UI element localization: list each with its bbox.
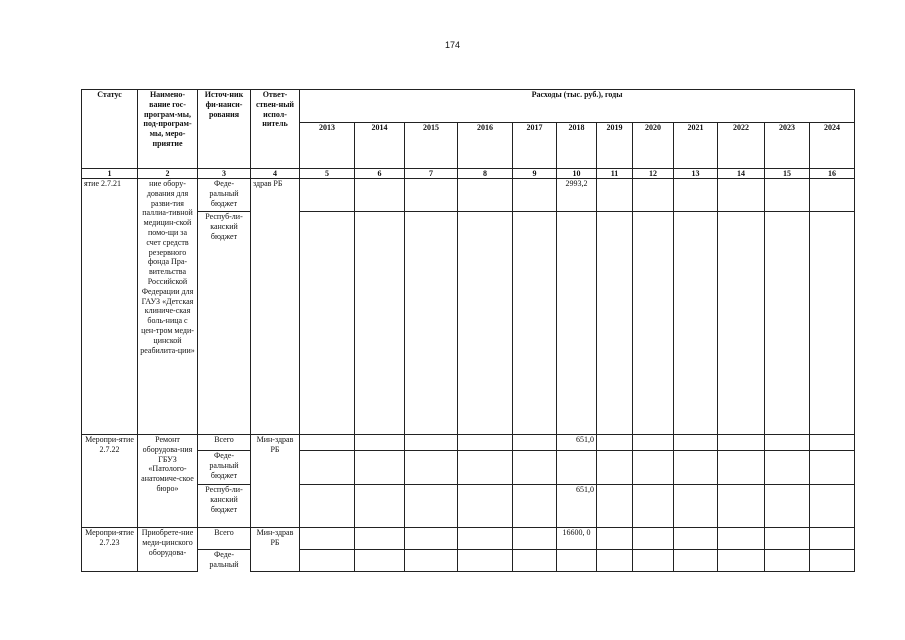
page-number: 174 — [444, 40, 461, 50]
header-name: Наимено-вание гос-програм-мы, под-програм-мы, меро-приятие — [138, 90, 198, 169]
row-source: Всего — [198, 528, 251, 550]
year-header: 2017 — [513, 123, 557, 169]
year-header: 2013 — [300, 123, 355, 169]
col-number: 5 — [300, 169, 355, 179]
value-cell — [557, 451, 597, 485]
year-header: 2014 — [355, 123, 405, 169]
col-number: 11 — [597, 169, 633, 179]
col-number: 7 — [405, 169, 458, 179]
year-header: 2021 — [674, 123, 718, 169]
header-status: Статус — [82, 90, 138, 169]
row-source: Феде-ральный бюджет — [198, 451, 251, 485]
col-number: 15 — [765, 169, 810, 179]
value-cell: 2993,2 — [557, 179, 597, 212]
expenses-table — [81, 89, 855, 572]
col-number: 14 — [718, 169, 765, 179]
value-cell — [557, 212, 597, 435]
year-header: 2022 — [718, 123, 765, 169]
year-header: 2018 — [557, 123, 597, 169]
table-row — [82, 485, 855, 528]
row-executor: здрав РБ — [251, 179, 300, 435]
row-source: Феде-ральный — [198, 550, 251, 572]
col-number: 8 — [458, 169, 513, 179]
row-source: Респуб-ли-канский бюджет — [198, 212, 251, 435]
table-row — [82, 451, 855, 485]
col-number: 1 — [82, 169, 138, 179]
row-name: ние обору-дования для разви-тия паллиа-тивной медицин-ской помо-щи за счет средств резервного фонда Пра-вительства Российской Федерации для ГАУЗ «Детская клиниче-ская боль-ница с цен-тром меди-цинской реабилита-ции» — [138, 179, 198, 435]
value-cell: 651,0 — [557, 435, 597, 451]
table-row — [82, 528, 855, 550]
table-row — [82, 212, 855, 435]
col-number: 4 — [251, 169, 300, 179]
col-number: 13 — [674, 169, 718, 179]
col-number: 12 — [633, 169, 674, 179]
header-executor: Ответ-ствен-ный испол-нитель — [251, 90, 300, 169]
value-cell: 651,0 — [557, 485, 597, 528]
table-row — [82, 435, 855, 451]
year-header: 2016 — [458, 123, 513, 169]
row-executor: Мин-здрав РБ — [251, 528, 300, 572]
year-header: 2019 — [597, 123, 633, 169]
row-status: ятие 2.7.21 — [82, 179, 138, 435]
year-header: 2024 — [810, 123, 855, 169]
col-number: 10 — [557, 169, 597, 179]
col-number: 3 — [198, 169, 251, 179]
header-source: Источ-ник фи-нанси-рования — [198, 90, 251, 169]
year-header: 2015 — [405, 123, 458, 169]
row-source: Феде-ральный бюджет — [198, 179, 251, 212]
table-row — [82, 550, 855, 572]
col-number: 2 — [138, 169, 198, 179]
row-status: Меропри-ятие 2.7.22 — [82, 435, 138, 528]
row-executor: Мин-здрав РБ — [251, 435, 300, 528]
table-row — [82, 179, 855, 212]
row-name: Ремонт оборудова-ния ГБУЗ «Патолого-анатомиче-ское бюро» — [138, 435, 198, 528]
year-header: 2020 — [633, 123, 674, 169]
header-expenses: Расходы (тыс. руб.), годы — [300, 90, 855, 123]
row-source: Респуб-ли-канский бюджет — [198, 485, 251, 528]
row-source: Всего — [198, 435, 251, 451]
row-name: Приобрете-ние меди-цинского оборудова- — [138, 528, 198, 572]
column-number-row — [82, 169, 855, 179]
row-status: Меропри-ятие 2.7.23 — [82, 528, 138, 572]
value-cell: 16600, 0 — [557, 528, 597, 550]
year-header: 2023 — [765, 123, 810, 169]
col-number: 9 — [513, 169, 557, 179]
col-number: 16 — [810, 169, 855, 179]
col-number: 6 — [355, 169, 405, 179]
